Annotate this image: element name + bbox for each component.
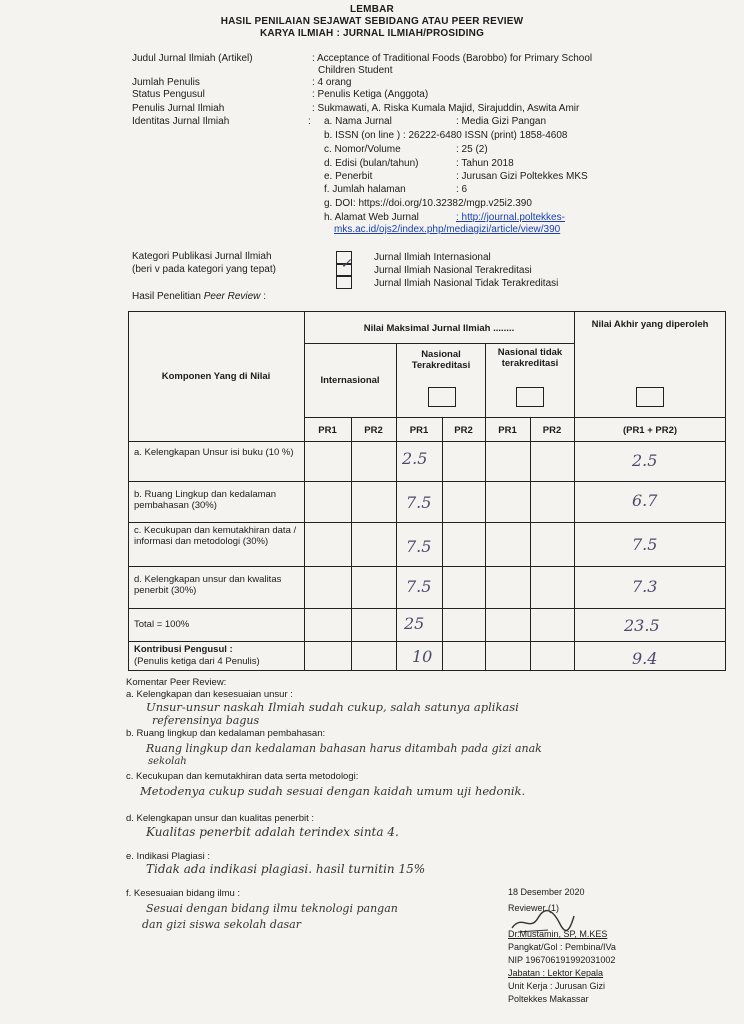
komentar-c-text: Metodenya cukup sudah sesuai dengan kaidah umum uji hedonik.	[140, 784, 526, 798]
kategori-label: Kategori Publikasi Jurnal Ilmiah	[132, 251, 272, 262]
nilai-box-tidak	[516, 387, 544, 407]
nama-jurnal-label: a. Nama Jurnal	[324, 116, 392, 127]
header-nilai-maksimal: Nilai Maksimal Jurnal Ilmiah ........	[363, 323, 515, 334]
status-label: Status Pengusul	[132, 89, 205, 100]
header-nilai-akhir: Nilai Akhir yang diperoleh	[591, 319, 709, 330]
web-jurnal-label: h. Alamat Web Jurnal	[324, 212, 419, 223]
edisi-label: d. Edisi (bulan/tahun)	[324, 158, 419, 169]
row-d-label: d. Kelengkapan unsur dan kwalitas penerbit (30%)	[134, 574, 282, 596]
row-a-akhir: 2.5	[632, 451, 658, 470]
kategori-opt-internasional: Jurnal Ilmiah Internasional	[374, 252, 491, 263]
jumlah-label: Jumlah Penulis	[132, 77, 200, 88]
komentar-d-label: d. Kelengkapan unsur dan kualitas penerbit :	[126, 813, 315, 824]
col-pr1-internasional: PR1	[318, 425, 337, 436]
signature-name: Dr.Mustamin, SP, M.KES	[508, 929, 608, 939]
signature-reviewer: Reviewer (1)	[508, 903, 560, 913]
komentar-f-label: f. Kesesuaian bidang ilmu :	[126, 888, 241, 899]
row-kontribusi-pr1: 10	[412, 647, 433, 666]
col-pr2-terakreditasi: PR2	[454, 425, 473, 436]
nilai-box-akhir	[636, 387, 664, 407]
komentar-c-label: c. Kecukupan dan kemutakhiran data serta metodologi:	[126, 771, 359, 782]
issn-line: b. ISSN (on line ) : 26222-6480 ISSN (print) 1858-4608	[324, 130, 568, 141]
header-subtitle: KARYA ILMIAH : JURNAL ILMIAH/PROSIDING	[259, 28, 485, 39]
judul-value: : Acceptance of Traditional Foods (Barobbo) for Primary School	[312, 53, 593, 64]
row-c-akhir: 7.5	[632, 535, 658, 554]
peer-review-table	[128, 311, 726, 671]
check-mark: ✓	[340, 256, 352, 272]
komentar-a-label: a. Kelengkapan dan kesesuaian unsur :	[126, 689, 293, 700]
row-total-akhir: 23.5	[624, 616, 660, 635]
header-lembar: LEMBAR	[350, 4, 394, 15]
komentar-a-text-cont: referensinya bagus	[152, 714, 260, 727]
signature-date: 18 Desember 2020	[508, 887, 585, 897]
web-jurnal-link-cont[interactable]: mks.ac.id/ojs2/index.php/mediagizi/article/view/390	[334, 224, 561, 235]
row-a-pr1: 2.5	[402, 449, 428, 468]
penerbit-value: : Jurusan Gizi Poltekkes MKS	[456, 171, 588, 182]
komentar-a-text: Unsur-unsur naskah Ilmiah sudah cukup, salah satunya aplikasi	[146, 700, 519, 714]
edisi-value: : Tahun 2018	[456, 158, 514, 169]
header-title: HASIL PENILAIAN SEJAWAT SEBIDANG ATAU PEER REVIEW	[220, 16, 524, 27]
row-total-label: Total = 100%	[134, 619, 190, 630]
komentar-e-label: e. Indikasi Plagiasi :	[126, 851, 210, 862]
nilai-box-terakreditasi	[428, 387, 456, 407]
kategori-opt-nasional-tidak: Jurnal Ilmiah Nasional Tidak Terakreditasi	[374, 278, 559, 289]
komentar-f-text-cont: dan gizi siswa sekolah dasar	[142, 918, 301, 931]
header-komponen: Komponen Yang di Nilai	[161, 371, 271, 382]
judul-label: Judul Jurnal Ilmiah (Artikel)	[132, 53, 253, 64]
jumlah-halaman-value: : 6	[456, 184, 468, 195]
row-kontribusi-sub: (Penulis ketiga dari 4 Penulis)	[134, 656, 260, 667]
jumlah-value: : 4 orang	[312, 77, 352, 88]
komentar-b-label: b. Ruang lingkup dan kedalaman pembahasan:	[126, 728, 326, 739]
komentar-b-text-cont: sekolah	[148, 756, 187, 767]
nomor-volume-value: : 25 (2)	[456, 144, 488, 155]
hasil-penelitian-label: Hasil Penelitian Peer Review :	[132, 291, 266, 302]
penerbit-label: e. Penerbit	[324, 171, 373, 182]
row-c-pr1: 7.5	[406, 537, 432, 556]
row-kontribusi-label: Kontribusi Pengusul :	[134, 644, 233, 655]
header-nasional-terakreditasi: Nasional Terakreditasi	[411, 349, 471, 371]
identitas-label: Identitas Jurnal Ilmiah	[132, 116, 230, 127]
row-kontribusi-akhir: 9.4	[632, 649, 658, 668]
row-b-akhir: 6.7	[632, 491, 658, 510]
col-pr1-tidak: PR1	[498, 425, 517, 436]
judul-value-cont: Children Student	[318, 65, 393, 76]
col-pr-sum: (PR1 + PR2)	[622, 425, 678, 436]
row-d-akhir: 7.3	[632, 577, 658, 596]
row-a-label: a. Kelengkapan Unsur isi buku (10 %)	[134, 447, 294, 458]
col-pr2-tidak: PR2	[542, 425, 562, 436]
penulis-value: : Sukmawati, A. Riska Kumala Majid, Sirajuddin, Aswita Amir	[312, 103, 580, 114]
signature-unit-cont: Poltekkes Makassar	[508, 994, 589, 1004]
web-jurnal-link[interactable]: : http://journal.poltekkes-	[456, 212, 565, 223]
doi-line: g. DOI: https://doi.org/10.32382/mgp.v25i2.390	[324, 198, 532, 209]
header-nasional-tidak: Nasional tidak terakreditasi	[497, 347, 563, 369]
signature-unit: Unit Kerja : Jurusan Gizi	[508, 981, 606, 991]
header-internasional: Internasional	[320, 375, 380, 386]
komentar-e-text: Tidak ada indikasi plagiasi. hasil turnitin 15%	[146, 862, 426, 876]
kategori-instruction: (beri v pada kategori yang tepat)	[132, 264, 276, 275]
signature-nip: NIP 196706191992031002	[508, 955, 616, 965]
identitas-colon: :	[308, 116, 311, 127]
row-total-pr1: 25	[404, 614, 425, 633]
row-b-pr1: 7.5	[406, 493, 432, 512]
signature-jabatan: Jabatan : Lektor Kepala	[508, 968, 604, 978]
kategori-opt-nasional-terakreditasi: Jurnal Ilmiah Nasional Terakreditasi	[374, 265, 532, 276]
checkbox-nasional-tidak[interactable]	[336, 275, 352, 289]
jumlah-halaman-label: f. Jumlah halaman	[324, 184, 406, 195]
row-b-label: b. Ruang Lingkup dan kedalaman pembahasan (30%)	[134, 489, 277, 511]
status-value: : Penulis Ketiga (Anggota)	[312, 89, 429, 100]
komentar-title: Komentar Peer Review:	[126, 677, 227, 688]
komentar-f-text: Sesuai dengan bidang ilmu teknologi pangan	[146, 902, 398, 915]
row-d-pr1: 7.5	[406, 577, 432, 596]
komentar-d-text: Kualitas penerbit adalah terindex sinta 4.	[146, 825, 399, 839]
nomor-volume-label: c. Nomor/Volume	[324, 144, 401, 155]
col-pr2-internasional: PR2	[364, 425, 383, 436]
nama-jurnal-value: : Media Gizi Pangan	[456, 116, 547, 127]
penulis-label: Penulis Jurnal Ilmiah	[132, 103, 225, 114]
col-pr1-terakreditasi: PR1	[409, 425, 429, 436]
row-c-label: c. Kecukupan dan kemutakhiran data / informasi dan metodologi (30%)	[134, 525, 297, 547]
komentar-b-text: Ruang lingkup dan kedalaman bahasan harus ditambah pada gizi anak	[146, 742, 542, 755]
signature-pangkat: Pangkat/Gol : Pembina/IVa	[508, 942, 616, 952]
